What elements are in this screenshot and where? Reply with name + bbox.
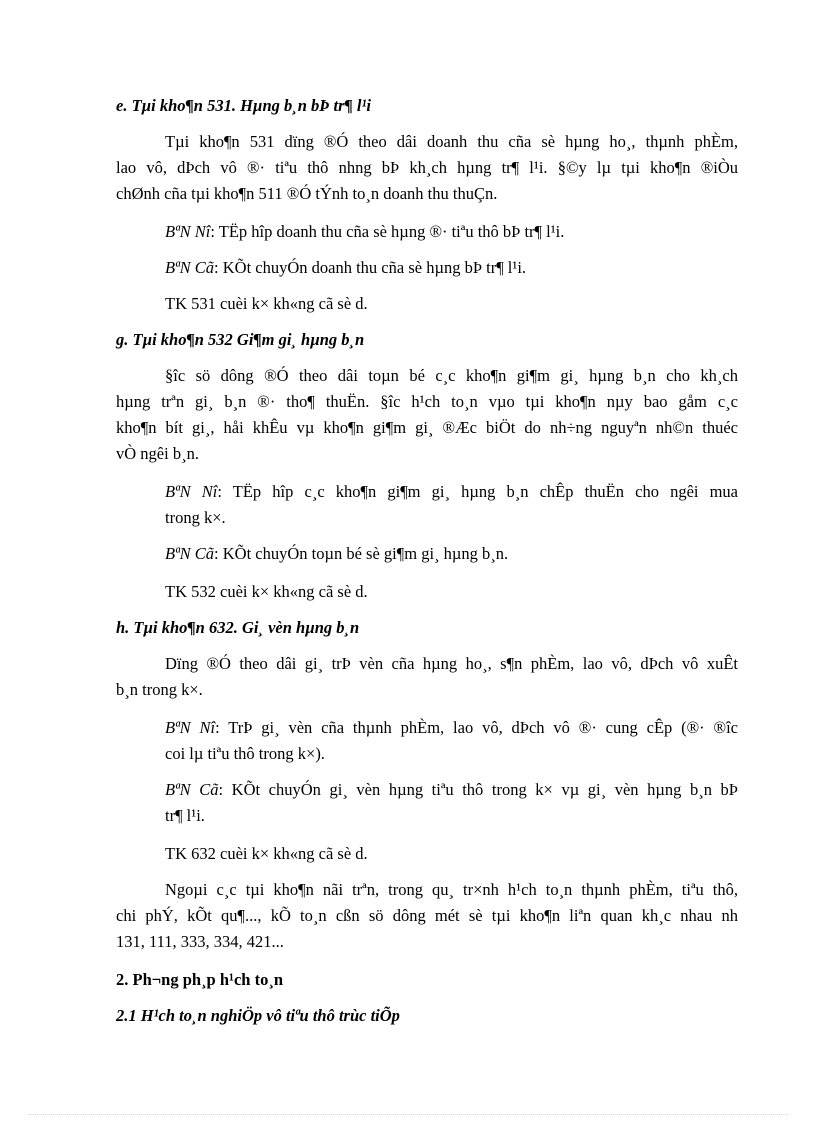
debit-text: : TrÞ gi¸ vèn cña thµnh phÈm, lao vô, dÞch vô ®· cung cÊp (®· ®îc xyxy=(215,718,738,737)
debit-text: : TËp hîp c¸c kho¶n gi¶m gi¸ hµng b¸n chÊp thuËn cho ngêi mua xyxy=(217,482,739,501)
credit-line-tk532 xyxy=(165,543,508,565)
paragraph-line: b¸n trong k×. xyxy=(116,680,203,699)
paragraph-line: Ngoµi c¸c tµi kho¶n nãi trªn, trong qu¸ tr×nh h¹ch to¸n thµnh phÈm, tiªu thô, xyxy=(165,880,738,899)
balance-line-tk531: TK 531 cuèi k× kh«ng cã sè d. xyxy=(165,294,368,313)
debit-line-tk532-cont: trong k×. xyxy=(165,508,226,527)
paragraph-line: chØnh cña tµi kho¶n 511 ®Ó tÝnh to¸n doanh thu thuÇn. xyxy=(116,184,498,203)
credit-text: : KÕt chuyÓn toµn bé sè gi¶m gi¸ hµng b¸n. xyxy=(214,544,509,563)
heading-section-2: 2. Ph¬ng ph¸p h¹ch to¸n xyxy=(116,970,284,989)
heading-tk632: h. Tµi kho¶n 632. Gi¸ vèn hµng b¸n xyxy=(116,618,360,637)
heading-tk532: g. Tµi kho¶n 532 Gi¶m gi¸ hµng b¸n xyxy=(116,330,365,349)
debit-line-tk531 xyxy=(165,221,564,243)
paragraph-line: chi phÝ, kÕt qu¶..., kÕ to¸n cßn sö dông mét sè tµi kho¶n liªn quan kh¸c nhau nh xyxy=(116,906,738,925)
credit-text: : KÕt chuyÓn gi¸ vèn hµng tiªu thô trong k× vµ gi¸ vèn hµng b¸n bÞ xyxy=(218,780,738,799)
credit-label: BªN Cã xyxy=(165,780,219,799)
paragraph-line: §îc sö dông ®Ó theo dâi toµn bé c¸c kho¶n gi¶m gi¸ hµng b¸n cho kh¸ch xyxy=(165,366,738,385)
paragraph-line: Dïng ®Ó theo dâi gi¸ trÞ vèn cña hµng ho¸, s¶n phÈm, lao vô, dÞch vô xuÊt xyxy=(165,654,738,673)
debit-text: : TËp hîp doanh thu cña sè hµng ®· tiªu thô bÞ tr¶ l¹i. xyxy=(210,222,565,241)
balance-line-tk632: TK 632 cuèi k× kh«ng cã sè d. xyxy=(165,844,368,863)
credit-line-tk531 xyxy=(165,257,526,279)
heading-tk531: e. Tµi kho¶n 531. Hµng b¸n bÞ tr¶ l¹i xyxy=(116,96,371,115)
credit-label: BªN Cã xyxy=(165,258,215,277)
paragraph-line: vÒ ngêi b¸n. xyxy=(116,444,199,463)
debit-line-tk632 xyxy=(165,717,738,739)
paragraph-line: 131, 111, 333, 334, 421... xyxy=(116,932,284,951)
paragraph-line: lao vô, dÞch vô ®· tiªu thô nhng bÞ kh¸ch hµng tr¶ l¹i. §©y lµ tµi kho¶n ®iÒu xyxy=(116,158,738,177)
credit-text: : KÕt chuyÓn doanh thu cña sè hµng bÞ tr¶ l¹i. xyxy=(214,258,527,277)
debit-line-tk632-cont: coi lµ tiªu thô trong k×). xyxy=(165,744,325,763)
credit-label: BªN Cã xyxy=(165,544,215,563)
heading-section-2-1: 2.1 H¹ch to¸n nghiÖp vô tiªu thô trùc tiÕp xyxy=(116,1006,400,1025)
debit-label: BªN Nî xyxy=(165,482,218,501)
debit-label: BªN Nî xyxy=(165,718,216,737)
credit-line-tk632 xyxy=(165,779,738,801)
debit-label: BªN Nî xyxy=(165,222,211,241)
footer-divider xyxy=(28,1114,788,1115)
paragraph-line: kho¶n bít gi¸, håi khÊu vµ kho¶n gi¶m gi¸ ®Æc biÖt do nh÷ng nguyªn nh©n thuéc xyxy=(116,418,738,437)
credit-line-tk632-cont: tr¶ l¹i. xyxy=(165,806,205,825)
debit-line-tk532 xyxy=(165,481,738,503)
balance-line-tk532: TK 532 cuèi k× kh«ng cã sè d. xyxy=(165,582,368,601)
paragraph-line: hµng trªn gi¸ b¸n ®· tho¶ thuËn. §îc h¹ch to¸n vµo tµi kho¶n nµy bao gåm c¸c xyxy=(116,392,738,411)
paragraph-line: Tµi kho¶n 531 dïng ®Ó theo dâi doanh thu cña sè hµng ho¸, thµnh phÈm, xyxy=(165,132,738,151)
